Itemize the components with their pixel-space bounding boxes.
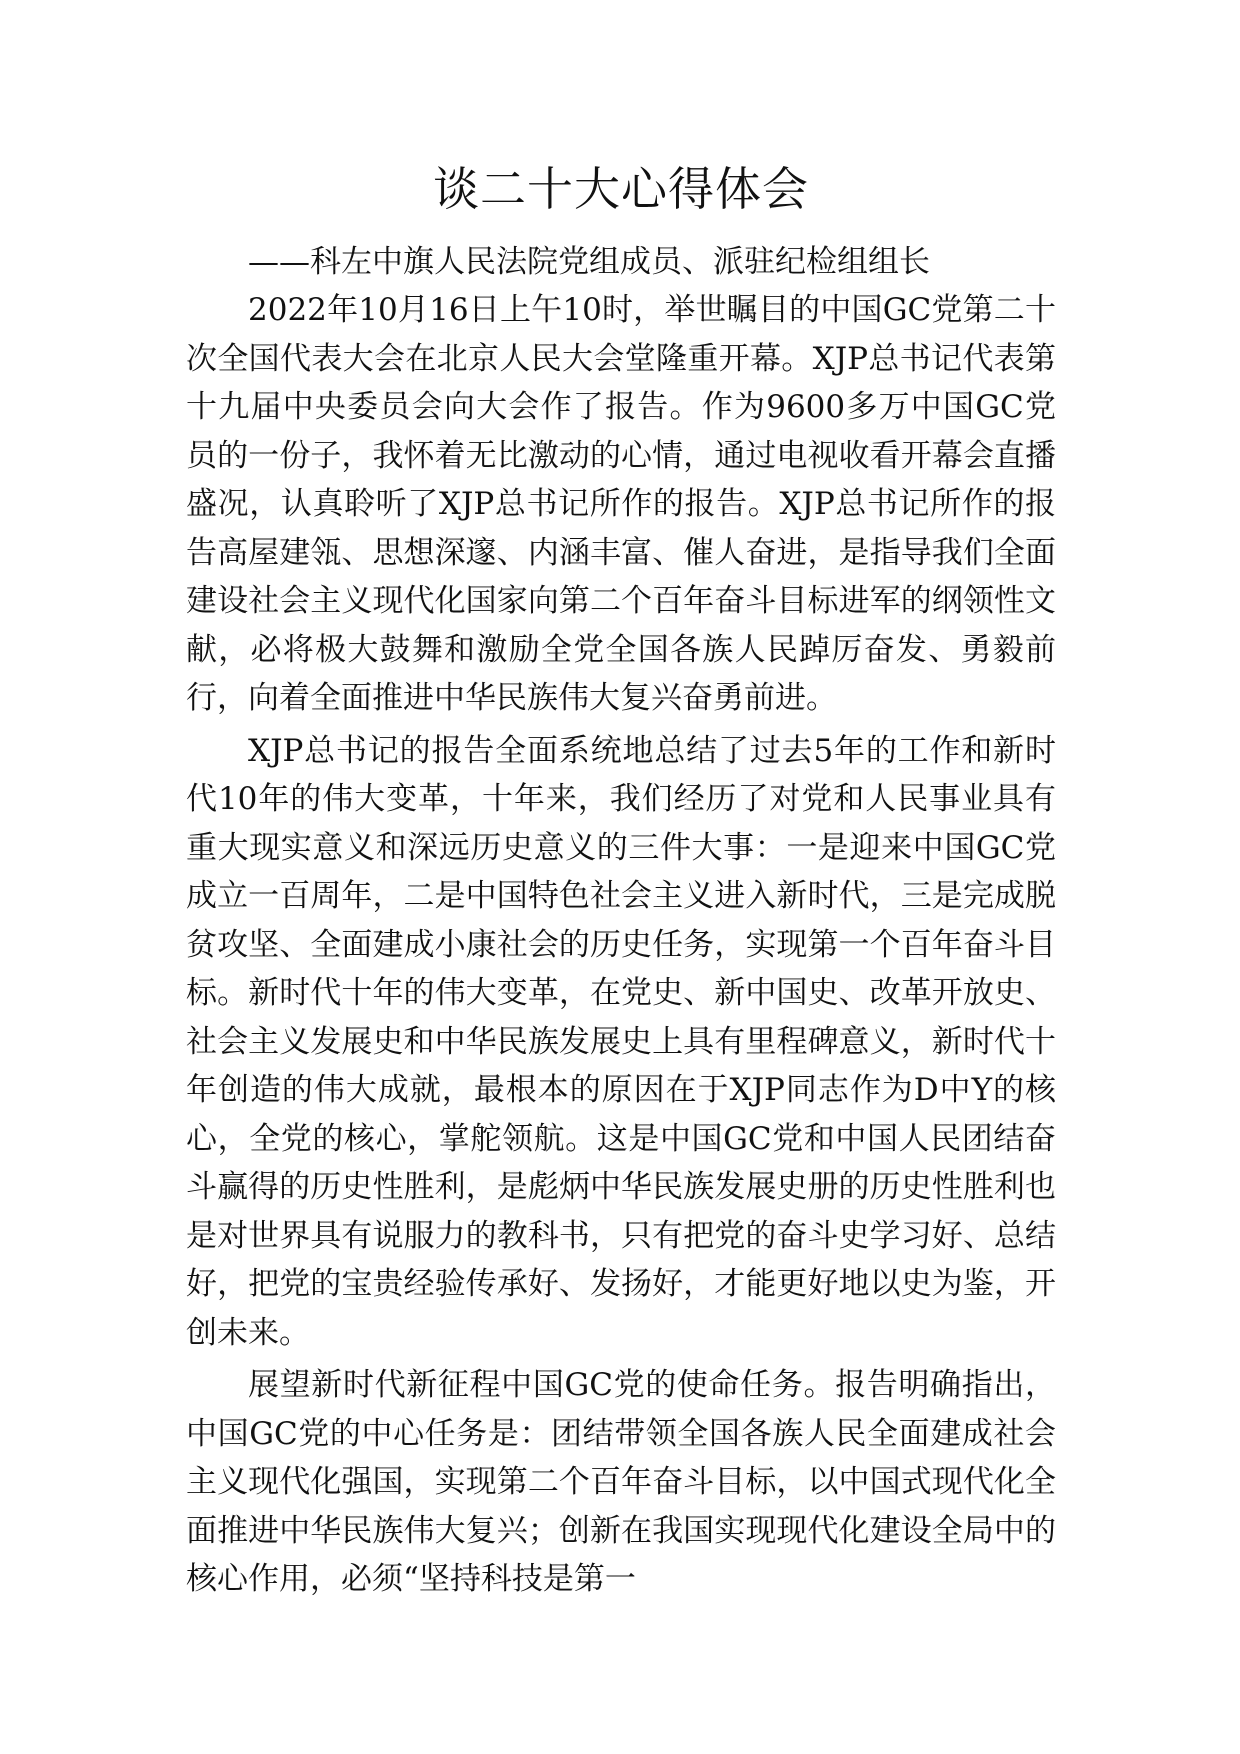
body-paragraph-3: 展望新时代新征程中国GC党的使命任务。报告明确指出，中国GC党的中心任务是：团结带领全国各族人民全面建成社会主义现代化强国，实现第二个百年奋斗目标，以中国式现代化全面推进中华民族伟大复兴；创新在我国实现现代化建设全局中的核心作用，必须“坚持科技是第一 bbox=[186, 1367, 1056, 1597]
body-paragraph-2: XJP总书记的报告全面系统地总结了过去5年的工作和新时代10年的伟大变革，十年来，我们经历了对党和人民事业具有重大现实意义和深远历史意义的三件大事：一是迎来中国GC党成立一百周年，二是中国特色社会主义进入新时代，三是完成脱贫攻坚、全面建成小康社会的历史任务，实现第一个百年奋斗目标。新时代十年的伟大变革，在党史、新中国史、改革开放史、社会主义发展史和中华民族发展史上具有里程碑意义，新时代十年创造的伟大成就，最根本的原因在于XJP同志作为D中Y的核心，全党的核心，掌舵领航。这是中国GC党和中国人民团结奋斗赢得的历史性胜利，是彪炳中华民族发展史册的历史性胜利也是对世界具有说服力的教科书，只有把党的奋斗史学习好、总结好，把党的宝贵经验传承好、发扬好，才能更好地以史为鉴，开创未来。 bbox=[186, 732, 1056, 1351]
document-subtitle: ——科左中旗人民法院党组成员、派驻纪检组组长 bbox=[248, 244, 930, 280]
document-page bbox=[186, 160, 1056, 1608]
body-paragraph-1: 2022年10月16日上午10时，举世瞩目的中国GC党第二十次全国代表大会在北京人民大会堂隆重开幕。XJP总书记代表第十九届中央委员会向大会作了报告。作为9600多万中国GC党员的一份子，我怀着无比激动的心情，通过电视收看开幕会直播盛况，认真聆听了XJP总书记所作的报告。XJP总书记所作的报告高屋建瓴、思想深邃、内涵丰富、催人奋进，是指导我们全面建设社会主义现代化国家向第二个百年奋斗目标进军的纲领性文献，必将极大鼓舞和激励全党全国各族人民踔厉奋发、勇毅前行，向着全面推进中华民族伟大复兴奋勇前进。 bbox=[186, 292, 1056, 716]
document-title: 谈二十大心得体会 bbox=[433, 162, 809, 216]
